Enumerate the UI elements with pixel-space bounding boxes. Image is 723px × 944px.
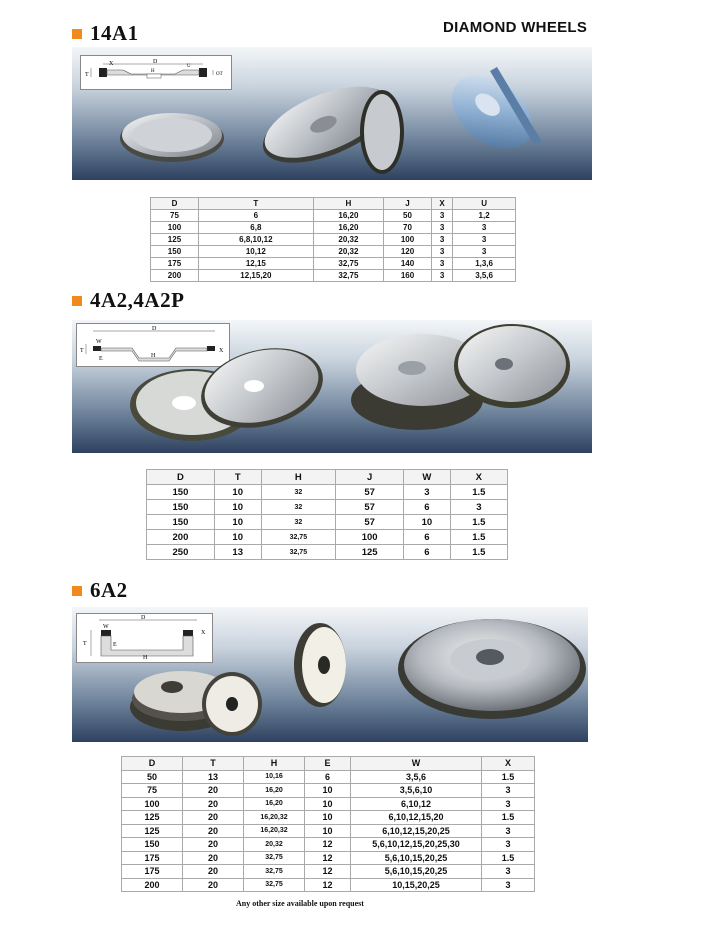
- wheel-photos-6a2: [72, 607, 588, 742]
- table-cell: 100: [384, 234, 432, 246]
- label-t: T: [80, 348, 84, 354]
- table-cell: 32: [261, 515, 336, 530]
- table-cell: 20,32: [313, 246, 383, 258]
- table-cell: 3: [431, 246, 452, 258]
- table-row: [122, 838, 535, 852]
- table-cell: 120: [384, 246, 432, 258]
- label-t: T: [83, 641, 87, 647]
- label-e: E: [113, 642, 117, 648]
- table-row: [147, 530, 508, 545]
- product-banner-6a2: [72, 607, 588, 742]
- table-cell: 16,20,32: [244, 824, 305, 838]
- table-cell: 57: [336, 485, 404, 500]
- table-cell: 10: [214, 485, 261, 500]
- column-header: H: [313, 198, 383, 210]
- table-cell: 12: [305, 865, 351, 879]
- label-e: E: [99, 356, 103, 362]
- table-cell: 3,5,6: [453, 270, 516, 282]
- column-header: T: [198, 198, 313, 210]
- table-cell: 200: [122, 878, 183, 892]
- table-cell: 3: [450, 500, 507, 515]
- table-header-row: [147, 470, 508, 485]
- table-cell: 32,75: [244, 878, 305, 892]
- table-cell: 50: [384, 210, 432, 222]
- table-cell: 140: [384, 258, 432, 270]
- product-banner-4a2: [72, 320, 592, 453]
- table-row: [151, 258, 516, 270]
- table-cell: 12: [305, 838, 351, 852]
- table-cell: 20: [183, 851, 244, 865]
- column-header: D: [147, 470, 215, 485]
- column-header: H: [261, 470, 336, 485]
- table-cell: 16,20: [244, 797, 305, 811]
- column-header: H: [244, 757, 305, 771]
- label-d: D: [152, 326, 157, 332]
- label-w: W: [96, 339, 102, 345]
- column-header: J: [336, 470, 404, 485]
- table-cell: 10: [305, 784, 351, 798]
- column-header: T: [214, 470, 261, 485]
- section-title: 14A1: [90, 21, 139, 45]
- label-x: X: [201, 630, 206, 636]
- column-header: D: [122, 757, 183, 771]
- table-cell: 12: [305, 851, 351, 865]
- table-cell: 3: [482, 838, 535, 852]
- product-banner-14a1: [72, 47, 592, 180]
- wheel-photos-14a1: [72, 47, 592, 180]
- label-t: T: [85, 72, 89, 78]
- table-cell: 3: [482, 797, 535, 811]
- column-header: U: [453, 198, 516, 210]
- table-cell: 6,10,12,15,20,25: [351, 824, 482, 838]
- table-cell: 57: [336, 515, 404, 530]
- table-cell: 32,75: [261, 545, 336, 560]
- table-cell: 6: [305, 770, 351, 784]
- table-cell: 6,8: [198, 222, 313, 234]
- section-14a1-header: [72, 21, 139, 46]
- table-cell: 1.5: [450, 545, 507, 560]
- label-h: H: [143, 655, 148, 661]
- table-cell: 125: [122, 811, 183, 825]
- table-row: [147, 485, 508, 500]
- table-cell: 125: [122, 824, 183, 838]
- table-row: [151, 222, 516, 234]
- table-cell: 16,20: [244, 784, 305, 798]
- table-cell: 6: [198, 210, 313, 222]
- table-cell: 20: [183, 824, 244, 838]
- table-cell: 10: [305, 824, 351, 838]
- spec-table-6a2: [121, 756, 535, 892]
- brand-title: DIAMOND WHEELS: [443, 19, 588, 36]
- table-cell: 100: [336, 530, 404, 545]
- table-cell: 10: [404, 515, 451, 530]
- label-x: X: [109, 61, 114, 67]
- table-row: [122, 784, 535, 798]
- table-cell: 1.5: [482, 770, 535, 784]
- table-cell: 100: [122, 797, 183, 811]
- footnote: Any other size available upon request: [236, 899, 364, 908]
- table-cell: 150: [147, 515, 215, 530]
- table-row: [122, 865, 535, 879]
- table-cell: 16,20: [313, 210, 383, 222]
- table-cell: 125: [151, 234, 199, 246]
- spec-table-4a2: [146, 469, 508, 560]
- table-cell: 6,10,12: [351, 797, 482, 811]
- table-cell: 100: [151, 222, 199, 234]
- table-cell: 3: [482, 784, 535, 798]
- label-w: W: [103, 624, 109, 630]
- table-row: [147, 500, 508, 515]
- table-cell: 3: [482, 824, 535, 838]
- table-cell: 20: [183, 797, 244, 811]
- column-header: E: [305, 757, 351, 771]
- label-ot: OT: [216, 72, 223, 77]
- table-cell: 1,3,6: [453, 258, 516, 270]
- table-cell: 175: [151, 258, 199, 270]
- table-cell: 3,5,6,10: [351, 784, 482, 798]
- table-cell: 160: [384, 270, 432, 282]
- table-cell: 125: [336, 545, 404, 560]
- column-header: D: [151, 198, 199, 210]
- section-title: 6A2: [90, 578, 128, 602]
- table-cell: 1.5: [450, 515, 507, 530]
- table-cell: 20: [183, 811, 244, 825]
- table-cell: 6,8,10,12: [198, 234, 313, 246]
- table-row: [122, 797, 535, 811]
- table-cell: 150: [147, 485, 215, 500]
- table-cell: 20,32: [313, 234, 383, 246]
- label-u: U: [187, 64, 191, 69]
- table-cell: 16,20,32: [244, 811, 305, 825]
- table-header-row: [151, 198, 516, 210]
- table-cell: 50: [122, 770, 183, 784]
- bullet-square-icon: [72, 29, 82, 39]
- label-d: D: [141, 615, 146, 621]
- table-row: [122, 851, 535, 865]
- table-cell: 12,15: [198, 258, 313, 270]
- wheel-photos-4a2: [72, 320, 592, 453]
- table-cell: 1.5: [450, 485, 507, 500]
- table-cell: 12: [305, 878, 351, 892]
- table-cell: 200: [147, 530, 215, 545]
- table-cell: 10,16: [244, 770, 305, 784]
- table-cell: 70: [384, 222, 432, 234]
- table-cell: 16,20: [313, 222, 383, 234]
- table-cell: 150: [151, 246, 199, 258]
- table-cell: 1,2: [453, 210, 516, 222]
- table-cell: 6,10,12,15,20: [351, 811, 482, 825]
- table-header-row: [122, 757, 535, 771]
- table-cell: 3: [482, 878, 535, 892]
- table-cell: 3: [404, 485, 451, 500]
- column-header: W: [351, 757, 482, 771]
- bullet-square-icon: [72, 586, 82, 596]
- table-cell: 150: [147, 500, 215, 515]
- table-cell: 10,12: [198, 246, 313, 258]
- table-cell: 150: [122, 838, 183, 852]
- table-cell: 1.5: [482, 811, 535, 825]
- section-title: 4A2,4A2P: [90, 288, 185, 312]
- table-cell: 20: [183, 865, 244, 879]
- table-row: [151, 234, 516, 246]
- table-cell: 5,6,10,12,15,20,25,30: [351, 838, 482, 852]
- table-row: [122, 878, 535, 892]
- table-cell: 32,75: [244, 851, 305, 865]
- table-cell: 175: [122, 851, 183, 865]
- table-cell: 3: [482, 865, 535, 879]
- table-cell: 32,75: [313, 270, 383, 282]
- table-cell: 12,15,20: [198, 270, 313, 282]
- column-header: X: [450, 470, 507, 485]
- table-cell: 3: [453, 222, 516, 234]
- table-cell: 32,75: [313, 258, 383, 270]
- table-cell: 32: [261, 500, 336, 515]
- table-cell: 10: [214, 530, 261, 545]
- table-cell: 32: [261, 485, 336, 500]
- table-row: [147, 545, 508, 560]
- table-row: [151, 246, 516, 258]
- table-cell: 1.5: [450, 530, 507, 545]
- column-header: J: [384, 198, 432, 210]
- table-cell: 5,6,10,15,20,25: [351, 865, 482, 879]
- bullet-square-icon: [72, 296, 82, 306]
- table-cell: 32,75: [244, 865, 305, 879]
- table-cell: 3: [431, 222, 452, 234]
- table-cell: 20: [183, 838, 244, 852]
- table-cell: 250: [147, 545, 215, 560]
- table-cell: 13: [183, 770, 244, 784]
- table-cell: 20: [183, 878, 244, 892]
- table-cell: 6: [404, 530, 451, 545]
- table-cell: 6: [404, 500, 451, 515]
- table-cell: 32,75: [261, 530, 336, 545]
- column-header: W: [404, 470, 451, 485]
- table-cell: 20: [183, 784, 244, 798]
- table-cell: 3: [431, 234, 452, 246]
- table-cell: 10: [214, 500, 261, 515]
- table-cell: 10: [305, 811, 351, 825]
- label-d: D: [153, 59, 158, 65]
- table-cell: 13: [214, 545, 261, 560]
- table-cell: 10,15,20,25: [351, 878, 482, 892]
- table-cell: 200: [151, 270, 199, 282]
- column-header: T: [183, 757, 244, 771]
- table-row: [151, 210, 516, 222]
- table-cell: 57: [336, 500, 404, 515]
- table-cell: 3: [431, 270, 452, 282]
- label-h: H: [151, 353, 156, 359]
- table-cell: 175: [122, 865, 183, 879]
- table-row: [122, 811, 535, 825]
- table-cell: 20,32: [244, 838, 305, 852]
- table-cell: 1.5: [482, 851, 535, 865]
- table-row: [122, 770, 535, 784]
- section-4a2-header: [72, 288, 184, 313]
- column-header: X: [431, 198, 452, 210]
- table-cell: 6: [404, 545, 451, 560]
- table-cell: 3: [453, 246, 516, 258]
- table-cell: 10: [305, 797, 351, 811]
- label-h: H: [151, 69, 155, 74]
- table-cell: 10: [214, 515, 261, 530]
- table-row: [122, 824, 535, 838]
- table-cell: 75: [151, 210, 199, 222]
- table-cell: 3: [431, 210, 452, 222]
- table-cell: 75: [122, 784, 183, 798]
- label-x: X: [219, 348, 224, 354]
- table-cell: 3: [453, 234, 516, 246]
- spec-table-14a1: [150, 197, 516, 282]
- table-row: [147, 515, 508, 530]
- section-6a2-header: [72, 578, 128, 603]
- table-cell: 3,5,6: [351, 770, 482, 784]
- table-row: [151, 270, 516, 282]
- column-header: X: [482, 757, 535, 771]
- table-cell: 3: [431, 258, 452, 270]
- table-cell: 5,6,10,15,20,25: [351, 851, 482, 865]
